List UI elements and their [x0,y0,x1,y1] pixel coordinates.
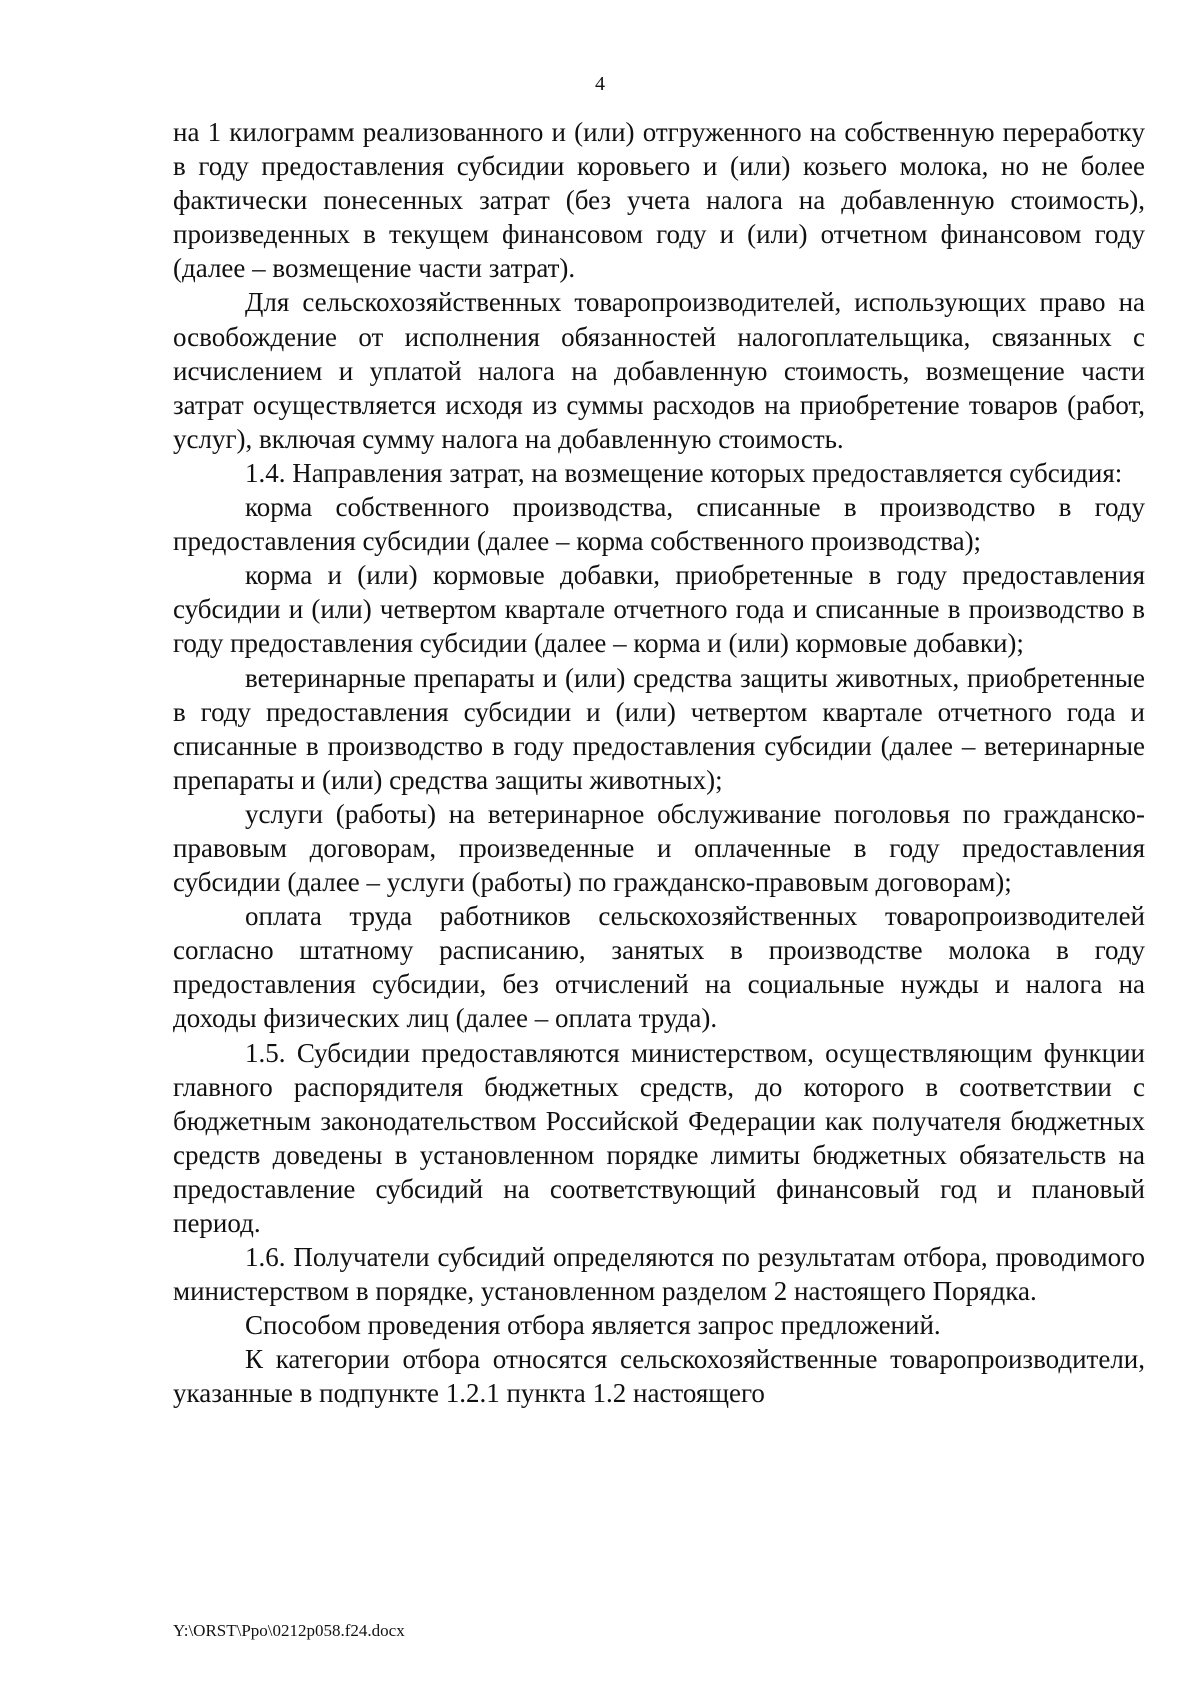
paragraph-selection-method: Способом проведения отбора является запрос предложений. [245,1310,941,1341]
paragraph-1-6: 1.6. Получатели субсидий определяются по результатам отбора, проводимого министерством в порядке, установленном разделом 2 настоящего Порядка. [173,1242,1145,1307]
document-body [173,115,1145,1411]
list-item-labor-payment: оплата труда работников сельскохозяйственных товаропроизводителей согласно штатному расписанию, занятых в производстве молока в году предоставления субсидии, без отчислений на социальные нужды и налога на доходы физических лиц (далее – оплата труда). [173,901,1145,1034]
paragraph-continuation: на 1 килограмм реализованного и (или) отгруженного на собственную переработку в году предоставления субсидии коровьего и (или) козьего молока, но не более фактически понесенных затрат (без учета налога на добавленную стоимость), произведенных в текущем финансовом году и (или) отчетном финансовом году (далее – возмещение части затрат). [173,117,1145,284]
page-number: 4 [595,73,605,95]
paragraph-vat-exemption: Для сельскохозяйственных товаропроизводителей, использующих право на освобождение от исполнения обязанностей налогоплательщика, связанных с исчислением и уплатой налога на добавленную стоимость, возмещение части затрат осуществляется исходя из суммы расходов на приобретение товаров (работ, услуг), включая сумму налога на добавленную стоимость. [173,287,1145,454]
list-item-own-feed: корма собственного производства, списанные в производство в году предоставления субсидии (далее – корма собственного производства); [173,492,1145,557]
footer-file-path: Y:\ORST\Ppo\0212p058.f24.docx [173,1621,405,1640]
paragraph-1-4-heading: 1.4. Направления затрат, на возмещение которых предоставляется субсидия: [245,457,1123,488]
list-item-veterinary-services: услуги (работы) на ветеринарное обслуживание поголовья по гражданско-правовым договорам, произведенные и оплаченные в году предоставления субсидии (далее – услуги (работы) по гражданско-правовым договорам); [173,798,1145,898]
paragraph-selection-category: К категории отбора относятся сельскохозяйственные товаропроизводители, указанные в подпункте 1.2.1 пункта 1.2 настоящего [173,1344,1145,1409]
paragraph-1-5: 1.5. Субсидии предоставляются министерством, осуществляющим функции главного распорядителя бюджетных средств, до которого в соответствии с бюджетным законодательством Российской Федерации как получателя бюджетных средств доведены в установленном порядке лимиты бюджетных обязательств на предоставление субсидий на соответствующий финансовый год и плановый период. [173,1037,1145,1238]
list-item-feed-additives: корма и (или) кормовые добавки, приобретенные в году предоставления субсидии и (или) четвертом квартале отчетного года и списанные в производство в году предоставления субсидии (далее – корма и (или) кормовые добавки); [173,560,1145,659]
list-item-veterinary-preparations: ветеринарные препараты и (или) средства защиты животных, приобретенные в году предоставления субсидии и (или) четвертом квартале отчетного года и списанные в производство в году предоставления субсидии (далее – ветеринарные препараты и (или) средства защиты животных); [173,662,1145,795]
